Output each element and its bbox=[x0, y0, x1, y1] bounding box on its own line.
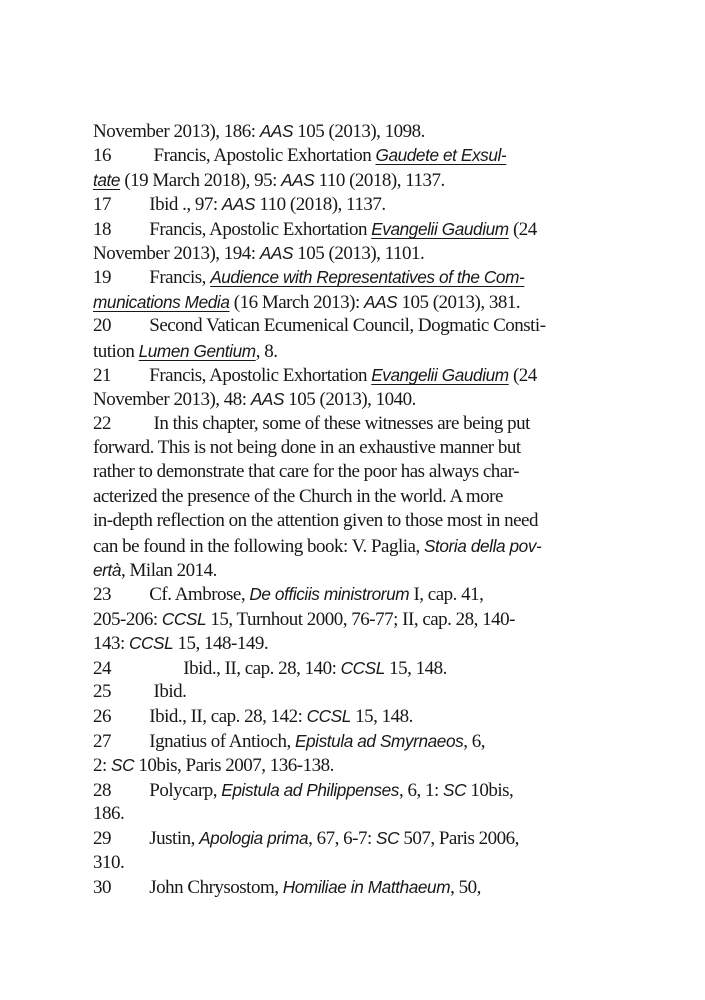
text-run: November 2013), 48: bbox=[93, 389, 251, 411]
text-run: 10bis, bbox=[466, 779, 514, 801]
text-run: 21 Francis, Apostolic Exhortation bbox=[93, 364, 372, 386]
text-run: 30 John Chrysostom, bbox=[93, 877, 283, 899]
text-run: (19 March 2018), 95: bbox=[120, 169, 282, 191]
text-run: November 2013), 186: bbox=[93, 121, 260, 142]
italic-title: AAS bbox=[364, 291, 398, 312]
text-run: 23 Cf. Ambrose, bbox=[93, 584, 250, 606]
text-run: 105 (2013), 1101. bbox=[293, 242, 425, 264]
italic-title: SC bbox=[443, 779, 467, 800]
text-run: 22 In this chapter, some of these witnesses are being put bbox=[93, 412, 530, 434]
text-block bbox=[93, 119, 653, 900]
text-line bbox=[93, 168, 653, 192]
work-title-link[interactable]: munications Media bbox=[93, 291, 230, 312]
text-line bbox=[93, 875, 653, 899]
text-line bbox=[93, 485, 653, 509]
italic-title: AAS bbox=[281, 169, 315, 190]
text-line bbox=[93, 412, 653, 436]
text-line bbox=[93, 558, 653, 582]
text-line bbox=[93, 582, 653, 606]
italic-title: AAS bbox=[259, 121, 294, 141]
text-run: 15, 148. bbox=[384, 657, 447, 679]
text-line bbox=[93, 656, 653, 680]
italic-title: Epistula ad Philippenses bbox=[221, 779, 399, 800]
text-line bbox=[93, 826, 653, 850]
text-line bbox=[93, 753, 653, 777]
text-run: 17 Ibid ., 97: bbox=[93, 194, 222, 216]
text-run: , 8. bbox=[255, 340, 278, 362]
text-run: 19 Francis, bbox=[93, 267, 211, 289]
work-title-link[interactable]: tate bbox=[93, 169, 121, 190]
text-line bbox=[93, 851, 653, 875]
text-run: 15, 148-149. bbox=[173, 633, 269, 655]
text-line bbox=[93, 143, 653, 167]
text-run: 24 Ibid., II, cap. 28, 140: bbox=[93, 657, 341, 679]
work-title-link[interactable]: Lumen Gentium bbox=[138, 340, 256, 361]
text-run: 27 Ignatius of Antioch, bbox=[93, 730, 295, 752]
text-line bbox=[93, 436, 653, 460]
work-title-link[interactable]: Evangelii Gaudium bbox=[371, 218, 509, 239]
text-run: 18 Francis, Apostolic Exhortation bbox=[93, 218, 372, 240]
text-run: 25 Ibid. bbox=[93, 680, 187, 702]
italic-title: CCSL bbox=[161, 608, 207, 629]
italic-title: Epistula ad Smyrnaeos bbox=[294, 730, 464, 751]
italic-title: CCSL bbox=[340, 657, 385, 678]
text-run: 2: bbox=[93, 755, 112, 777]
text-line bbox=[93, 363, 653, 387]
work-title-link[interactable]: Gaudete et Exsul- bbox=[375, 145, 507, 166]
italic-title: SC bbox=[111, 755, 135, 776]
text-run: 105 (2013), 1040. bbox=[284, 389, 416, 411]
text-line bbox=[93, 217, 653, 241]
text-line bbox=[93, 265, 653, 289]
text-run: 186. bbox=[93, 802, 125, 824]
text-line bbox=[93, 534, 653, 558]
text-run: 105 (2013), 381. bbox=[397, 291, 521, 313]
text-run: 15, Turnhout 2000, 76-77; II, cap. 28, 140- bbox=[206, 608, 516, 630]
italic-title: Storia della pov- bbox=[423, 535, 542, 556]
text-run: November 2013), 194: bbox=[93, 242, 260, 264]
work-title-link[interactable]: Audience with Representatives of the Com- bbox=[210, 267, 525, 288]
text-line bbox=[93, 314, 653, 338]
text-line bbox=[93, 778, 653, 802]
text-line bbox=[93, 729, 653, 753]
text-run: rather to demonstrate that care for the poor has always char- bbox=[93, 461, 519, 483]
text-line bbox=[93, 241, 653, 265]
text-run: in-depth reflection on the attention given to those most in need bbox=[93, 510, 538, 532]
text-run: 20 Second Vatican Ecumenical Council, Dogmatic Consti- bbox=[93, 315, 546, 337]
text-run: (24 bbox=[508, 364, 537, 386]
italic-title: SC bbox=[376, 828, 400, 849]
text-run: 507, Paris 2006, bbox=[399, 828, 519, 850]
text-run: I, cap. 41, bbox=[409, 584, 484, 606]
text-run: 28 Polycarp, bbox=[93, 779, 222, 801]
italic-title: Apologia prima bbox=[199, 828, 309, 849]
text-run: 26 Ibid., II, cap. 28, 142: bbox=[93, 706, 307, 728]
italic-title: ertà bbox=[93, 560, 122, 581]
text-line bbox=[93, 802, 653, 826]
text-line bbox=[93, 509, 653, 533]
work-title-link[interactable]: Evangelii Gaudium bbox=[371, 364, 509, 385]
text-line bbox=[93, 387, 653, 411]
text-run: forward. This is not being done in an exhaustive manner but bbox=[93, 437, 521, 459]
text-line bbox=[93, 704, 653, 728]
text-run: 310. bbox=[93, 851, 125, 873]
italic-title: Homiliae in Matthaeum bbox=[282, 877, 451, 898]
text-line bbox=[93, 607, 653, 631]
text-run: , 50, bbox=[450, 877, 481, 899]
text-run: 143: bbox=[93, 633, 130, 655]
text-run: (24 bbox=[508, 218, 537, 240]
italic-title: CCSL bbox=[306, 706, 351, 727]
text-run: , 6, 1: bbox=[398, 779, 444, 801]
text-run: , 6, bbox=[463, 730, 486, 752]
text-run: 105 (2013), 1098. bbox=[293, 121, 425, 142]
text-run: , 67, 6-7: bbox=[308, 828, 377, 850]
text-run: (16 March 2013): bbox=[229, 291, 365, 313]
text-line bbox=[93, 290, 653, 314]
text-line bbox=[93, 192, 653, 216]
italic-title: De officiis ministrorum bbox=[249, 584, 410, 605]
text-run: can be found in the following book: V. Paglia, bbox=[93, 535, 424, 557]
text-run: 16 Francis, Apostolic Exhortation bbox=[93, 145, 376, 167]
text-line bbox=[93, 339, 653, 363]
text-run: acterized the presence of the Church in the world. A more bbox=[93, 485, 503, 507]
text-run: 205-206: bbox=[93, 608, 162, 630]
text-line bbox=[93, 460, 653, 484]
text-line bbox=[93, 680, 653, 704]
text-line bbox=[93, 631, 653, 655]
text-run: 15, 148. bbox=[350, 706, 413, 728]
italic-title: AAS bbox=[221, 194, 256, 215]
text-run: 10bis, Paris 2007, 136-138. bbox=[134, 755, 334, 777]
text-run: 110 (2018), 1137. bbox=[255, 194, 386, 216]
italic-title: AAS bbox=[259, 242, 294, 263]
text-run: 29 Justin, bbox=[93, 828, 200, 850]
text-run: , Milan 2014. bbox=[121, 560, 217, 582]
text-run: 110 (2018), 1137. bbox=[314, 169, 445, 191]
text-line bbox=[93, 119, 653, 143]
text-run: tution bbox=[93, 340, 139, 362]
italic-title: CCSL bbox=[129, 633, 174, 654]
italic-title: AAS bbox=[250, 389, 285, 410]
